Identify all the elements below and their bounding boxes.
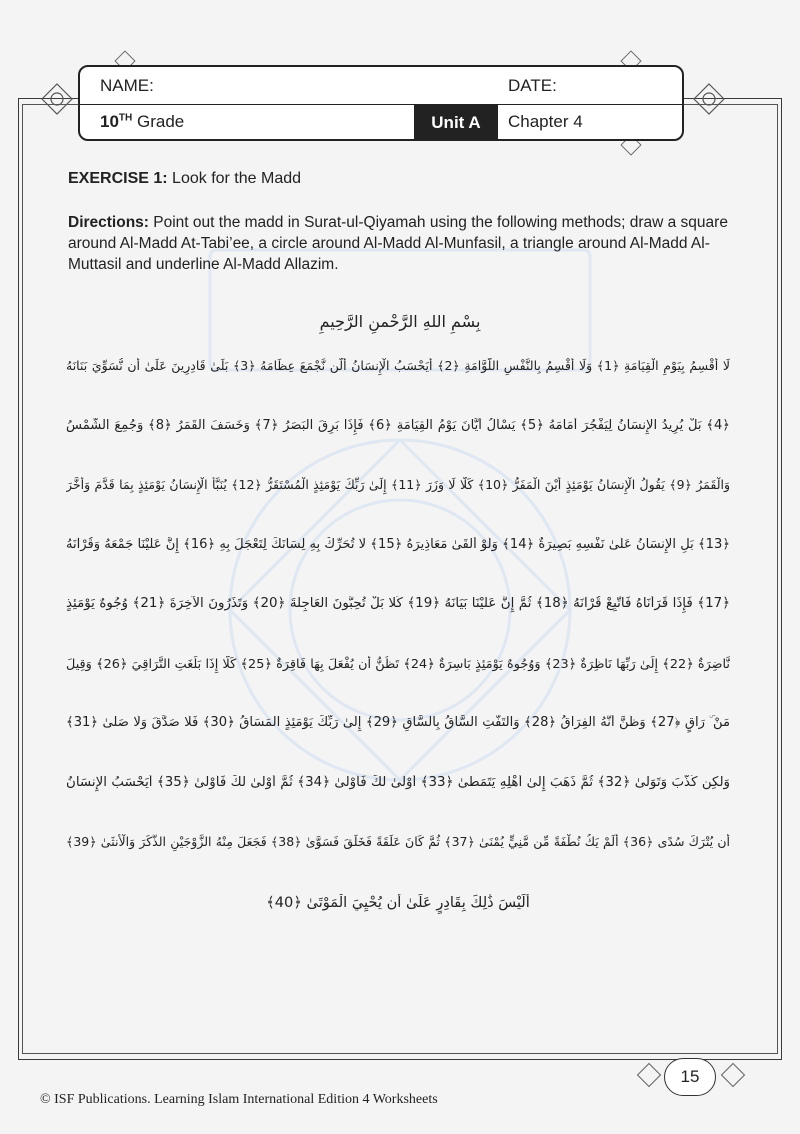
ayah-line: نَّاضِرَةٌ ﴿22﴾ إِلَىٰ رَبِّهَا نَاظِرَةٌ ﴿23﴾ وَوُجُوهٌ يَوْمَئِذٍ بَاسِرَةٌ ﴿24﴾ تَظُنُّ أَن يُفْعَلَ بِهَا فَاقِرَةٌ ﴿25﴾ كَلَّا إِذَا بَلَغَتِ التَّرَاقِيَ ﴿26﴾ وَقِيلَ — [66, 656, 730, 672]
grade-suffix: TH — [118, 112, 133, 124]
ayah-line: أَن يُتْرَكَ سُدًى ﴿36﴾ أَلَمْ يَكُ نُطْفَةً مِّن مَّنِيٍّ يُمْنَىٰ ﴿37﴾ ثُمَّ كَانَ عَلَقَةً فَخَلَقَ فَسَوَّىٰ ﴿38﴾ فَجَعَلَ مِنْهُ الزَّوْجَيْنِ الذَّكَرَ وَالْأُنثَىٰ ﴿39﴾ — [66, 834, 730, 849]
grade-word: Grade — [137, 112, 185, 131]
directions-label: Directions: — [68, 214, 149, 231]
ayah-line: ﴿13﴾ بَلِ الْإِنسَانُ عَلَىٰ نَفْسِهِ بَصِيرَةٌ ﴿14﴾ وَلَوْ أَلْقَىٰ مَعَاذِيرَهُ ﴿15﴾ لَا تُحَرِّكْ بِهِ لِسَانَكَ لِتَعْجَلَ بِهِ ﴿16﴾ إِنَّ عَلَيْنَا جَمْعَهُ وَقُرْآنَهُ — [66, 536, 730, 552]
surah-text — [66, 358, 730, 953]
exercise-number: EXERCISE 1: — [68, 170, 168, 187]
ayah-line: ﴿17﴾ فَإِذَا قَرَأْنَاهُ فَاتَّبِعْ قُرْآنَهُ ﴿18﴾ ثُمَّ إِنَّ عَلَيْنَا بَيَانَهُ ﴿19﴾ كَلَّا بَلْ تُحِبُّونَ الْعَاجِلَةَ ﴿20﴾ وَتَذَرُونَ الْآخِرَةَ ﴿21﴾ وُجُوهٌ يَوْمَئِذٍ — [66, 596, 730, 611]
unit-badge: Unit A — [414, 105, 498, 141]
ayah-line: وَالْقَمَرُ ﴿9﴾ يَقُولُ الْإِنسَانُ يَوْمَئِذٍ أَيْنَ الْمَفَرُّ ﴿10﴾ كَلَّا لَا وَزَرَ ﴿11﴾ إِلَىٰ رَبِّكَ يَوْمَئِذٍ الْمُسْتَقَرُّ ﴿12﴾ يُنَبَّأُ الْإِنسَانُ يَوْمَئِذٍ بِمَا قَدَّمَ وَأَخَّرَ — [66, 477, 730, 492]
ayah-line: ﴿4﴾ بَلْ يُرِيدُ الْإِنسَانُ لِيَفْجُرَ أَمَامَهُ ﴿5﴾ يَسْأَلُ أَيَّانَ يَوْمُ الْقِيَامَةِ ﴿6﴾ فَإِذَا بَرِقَ الْبَصَرُ ﴿7﴾ وَخَسَفَ الْقَمَرُ ﴿8﴾ وَجُمِعَ الشَّمْسُ — [66, 417, 730, 433]
exercise-title — [68, 170, 301, 188]
ayah-line: مَنْ ۜ رَاقٍ ﴿27﴾ وَظَنَّ أَنَّهُ الْفِرَاقُ ﴿28﴾ وَالْتَفَّتِ السَّاقُ بِالسَّاقِ ﴿29﴾ إِلَىٰ رَبِّكَ يَوْمَئِذٍ الْمَسَاقُ ﴿30﴾ فَلَا صَدَّقَ وَلَا صَلَّىٰ ﴿31﴾ — [66, 715, 730, 730]
basmala: بِسْمِ اللهِ الرَّحْمنِ الرَّحِيمِ — [319, 312, 481, 331]
worksheet-header — [78, 65, 684, 141]
header-row-name-date — [80, 67, 682, 105]
name-label: NAME: — [100, 76, 154, 95]
exercise-name: Look for the Madd — [172, 170, 302, 187]
header-row-grade-unit — [80, 105, 682, 141]
footer-copyright: © ISF Publications. Learning Islam International Edition 4 Worksheets — [40, 1092, 438, 1107]
page-number: 15 — [664, 1058, 716, 1096]
ayah-line: لَا أُقْسِمُ بِيَوْمِ الْقِيَامَةِ ﴿1﴾ وَلَا أُقْسِمُ بِالنَّفْسِ اللَّوَّامَةِ ﴿2﴾ أَيَحْسَبُ الْإِنسَانُ أَلَّن نَّجْمَعَ عِظَامَهُ ﴿3﴾ بَلَىٰ قَادِرِينَ عَلَىٰ أَن نُّسَوِّيَ بَنَانَهُ — [66, 358, 730, 373]
ornament-icon — [634, 1060, 664, 1090]
grade-number: 10 — [100, 112, 119, 131]
ornament-icon — [40, 82, 74, 116]
directions-paragraph — [68, 212, 728, 275]
grade-label — [100, 112, 184, 132]
directions-text: Point out the madd in Surat-ul-Qiyamah using the following methods; draw a square around Al-Madd At-Tabi’ee, a circle around Al-Madd Al-Munfasil, a triangle around Al-Madd Al-Muttasil and underline Al-Madd Allazim. — [68, 214, 728, 273]
ornament-icon — [692, 82, 726, 116]
ayah-line: أَلَيْسَ ذَٰلِكَ بِقَادِرٍ عَلَىٰ أَن يُحْيِيَ الْمَوْتَىٰ ﴿40﴾ — [266, 893, 530, 911]
ayah-line: وَلَٰكِن كَذَّبَ وَتَوَلَّىٰ ﴿32﴾ ثُمَّ ذَهَبَ إِلَىٰ أَهْلِهِ يَتَمَطَّىٰ ﴿33﴾ أَوْلَىٰ لَكَ فَأَوْلَىٰ ﴿34﴾ ثُمَّ أَوْلَىٰ لَكَ فَأَوْلَىٰ ﴿35﴾ أَيَحْسَبُ الْإِنسَانُ — [66, 774, 730, 790]
date-label: DATE: — [508, 76, 557, 95]
ornament-icon — [718, 1060, 748, 1090]
chapter-label: Chapter 4 — [508, 112, 583, 131]
